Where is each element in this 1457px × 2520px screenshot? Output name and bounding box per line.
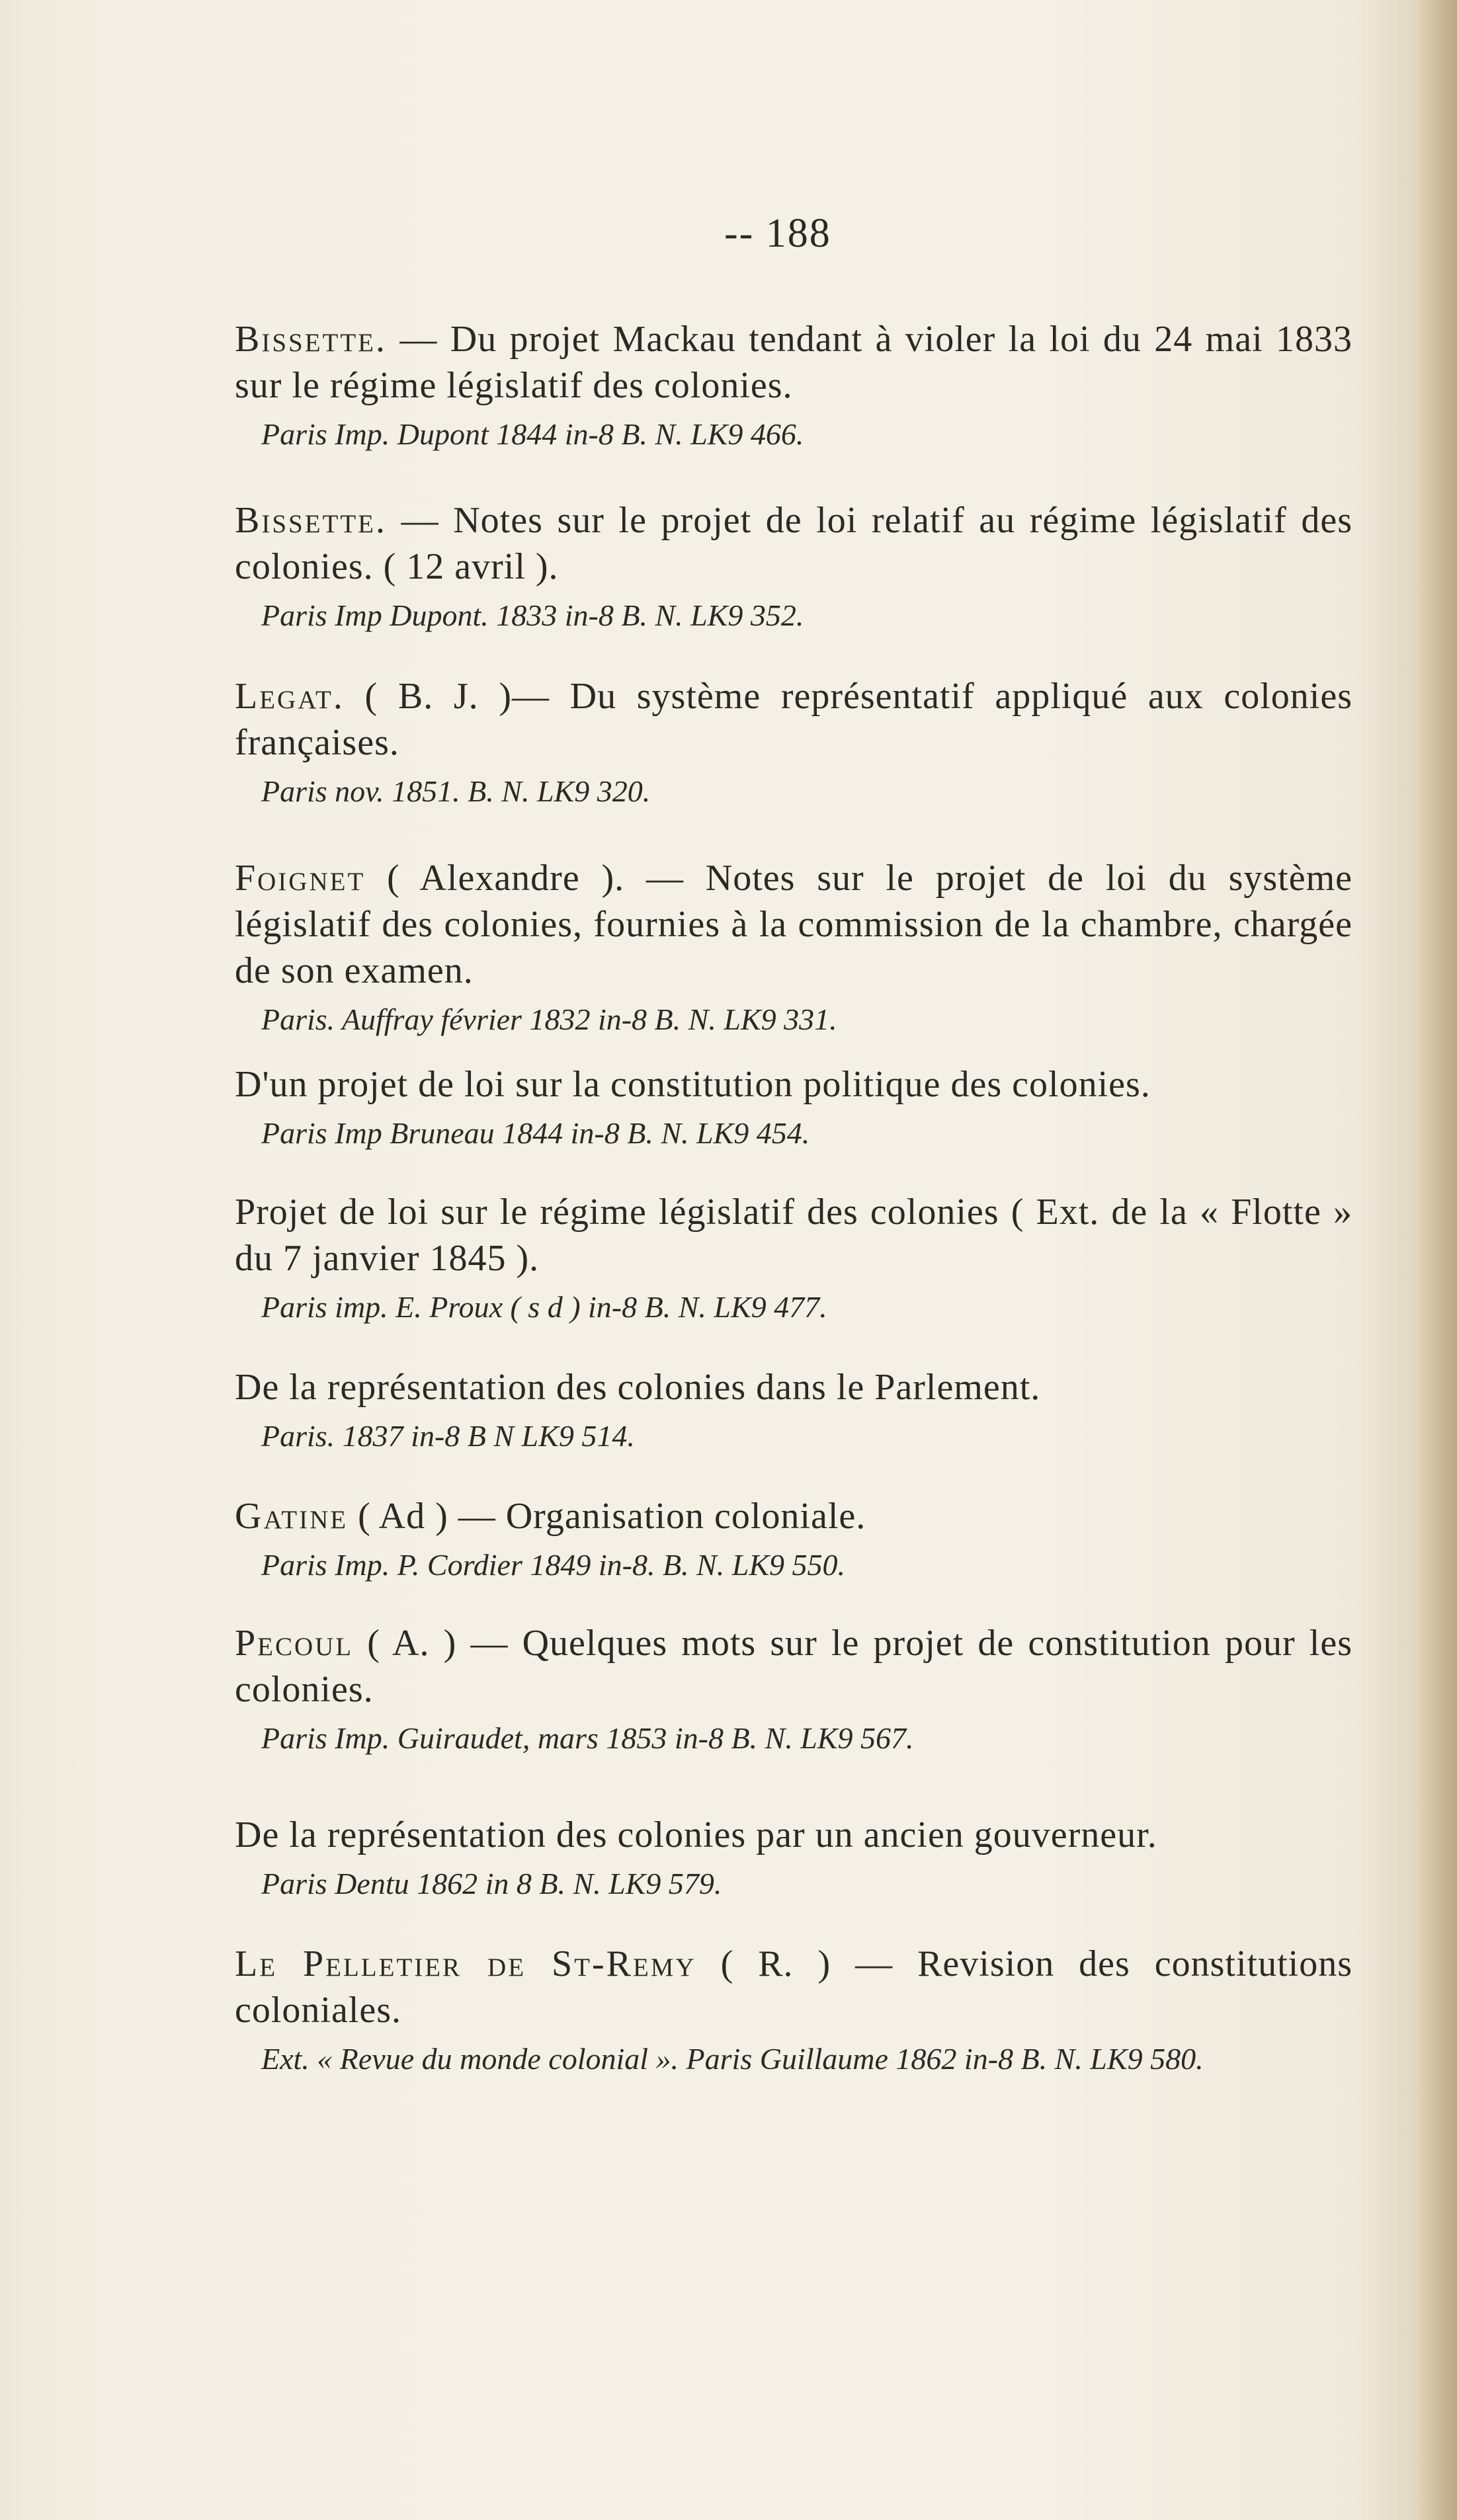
entry-imprint: Paris imp. E. Proux ( s d ) in-8 B. N. LK9 477.: [261, 1290, 827, 1324]
page-edge-shadow: [1417, 0, 1457, 2520]
entry-title: D'un projet de loi sur la constitution politique des colonies.: [235, 1064, 1151, 1105]
entry-text: [235, 1812, 1353, 1858]
entry-title: ( B. J. )— Du système représentatif appliqué aux colonies françaises.: [235, 676, 1353, 763]
entry-title: ( Alexandre ). — Notes sur le projet de loi du système législatif des colonies, fournies à la commission de la chambre, chargée de son examen.: [235, 858, 1353, 991]
entry-text: [235, 497, 1353, 590]
entry-title: — Notes sur le projet de loi relatif au régime législatif des colonies. ( 12 avril ).: [235, 500, 1353, 587]
bibliography-entry-gatine: [235, 1493, 1353, 1586]
entry-imprint: Paris. 1837 in-8 B N LK9 514.: [261, 1419, 635, 1453]
entry-imprint: Paris Imp. P. Cordier 1849 in-8. B. N. LK9 550.: [261, 1548, 846, 1582]
entry-imprint: Paris Imp. Dupont 1844 in-8 B. N. LK9 466.: [261, 417, 804, 451]
entry-imprint: Paris Dentu 1862 in 8 B. N. LK9 579.: [261, 1867, 722, 1900]
bibliography-entry-le-pelletier: [235, 1941, 1353, 2080]
bibliography-entry-representation-parlement: [235, 1364, 1353, 1457]
entry-text: [235, 1941, 1353, 2033]
entry-author: Bissette.: [235, 319, 388, 360]
bibliography-entry-ancien-gouverneur: [235, 1812, 1353, 1904]
bibliography-entry-foignet: [235, 855, 1353, 1040]
entry-imprint: Paris nov. 1851. B. N. LK9 320.: [261, 774, 651, 808]
entry-author: Legat.: [235, 676, 345, 717]
entry-title: ( R. ) — Revision des constitutions coloniales.: [235, 1943, 1353, 2031]
entry-text: [235, 316, 1353, 409]
page-number: -- 188: [724, 211, 831, 256]
entry-imprint: Ext. « Revue du monde colonial ». Paris Guillaume 1862 in-8 B. N. LK9 580.: [261, 2042, 1204, 2076]
bibliography-entry-constitution-politique: [235, 1061, 1353, 1154]
entry-title: — Du projet Mackau tendant à violer la loi du 24 mai 1833 sur le régime législatif des colonies.: [235, 319, 1353, 406]
entry-author: Gatine: [235, 1496, 349, 1537]
bibliography-entry-legat: [235, 673, 1353, 812]
entry-text: [235, 1189, 1353, 1281]
entry-text: [235, 1061, 1353, 1108]
entry-author: Pecoul: [235, 1623, 354, 1664]
entry-title: ( A. ) — Quelques mots sur le projet de constitution pour les colonies.: [235, 1623, 1353, 1710]
entry-text: [235, 1620, 1353, 1713]
entry-author: Bissette.: [235, 500, 388, 541]
entry-text: [235, 1493, 1353, 1539]
entry-title: Projet de loi sur le régime législatif des colonies ( Ext. de la « Flotte » du 7 janvier 1845 ).: [235, 1192, 1353, 1279]
bibliography-entry-projet-regime: [235, 1189, 1353, 1328]
entry-text: [235, 855, 1353, 994]
entry-imprint: Paris Imp Bruneau 1844 in-8 B. N. LK9 454.: [261, 1116, 810, 1150]
entry-imprint: Paris. Auffray février 1832 in-8 B. N. LK9 331.: [261, 1002, 837, 1036]
bibliography-entry-bissette-2: [235, 497, 1353, 636]
entry-text: [235, 1364, 1353, 1410]
bibliography-entry-pecoul: [235, 1620, 1353, 1759]
entry-imprint: Paris Imp. Guiraudet, mars 1853 in-8 B. N. LK9 567.: [261, 1721, 914, 1755]
entry-title: De la représentation des colonies par un ancien gouverneur.: [235, 1814, 1157, 1855]
entry-title: ( Ad ) — Organisation coloniale.: [348, 1496, 866, 1537]
entry-title: De la représentation des colonies dans le Parlement.: [235, 1367, 1041, 1408]
entry-text: [235, 673, 1353, 766]
entry-author: Foignet: [235, 858, 366, 899]
entry-author: Le Pelletier de St-Remy: [235, 1943, 696, 1984]
entry-imprint: Paris Imp Dupont. 1833 in-8 B. N. LK9 352.: [261, 598, 804, 632]
bibliography-entry-bissette-1: [235, 316, 1353, 455]
